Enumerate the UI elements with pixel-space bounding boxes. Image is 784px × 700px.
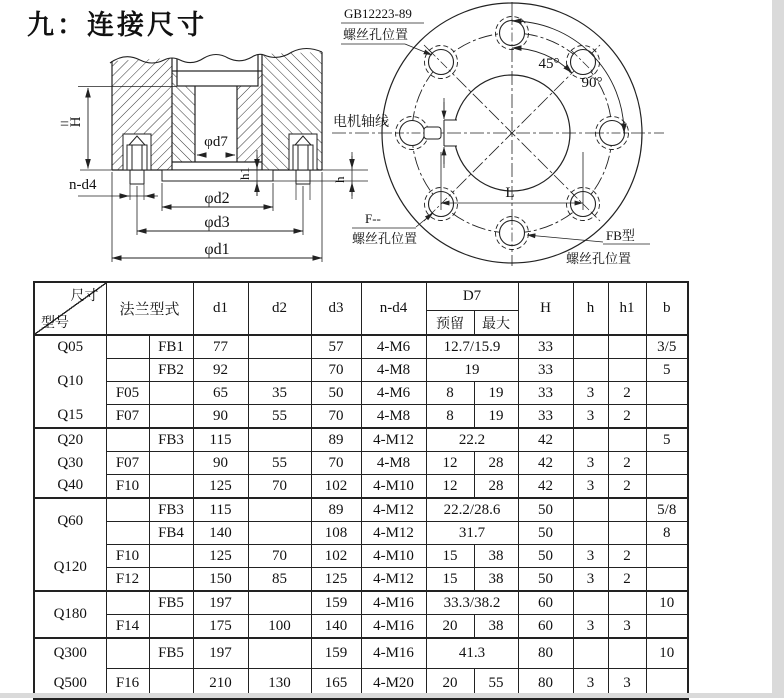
page-title: 九：连接尺寸 [27, 10, 207, 40]
cell-h1 [608, 335, 646, 359]
cell-n-d4: 4-M12 [361, 568, 426, 592]
cell-b: 5/8 [646, 498, 688, 522]
cell-flange-fb [149, 382, 193, 405]
cell-H: 60 [518, 615, 573, 639]
cell-d1: 90 [193, 452, 248, 475]
cell-flange-fb: FB1 [149, 335, 193, 359]
cell-d1: 65 [193, 382, 248, 405]
cell-n-d4: 4-M12 [361, 428, 426, 452]
cell-d3: 89 [311, 498, 361, 522]
cell-n-d4: 4-M10 [361, 545, 426, 568]
fb-type-label: FB型 [606, 228, 635, 243]
motor-axis-label: 电机轴线 [333, 115, 389, 130]
cell-flange-f: F14 [106, 615, 149, 639]
header-h1: h1 [608, 282, 646, 335]
f-type-label: F-- [365, 211, 381, 226]
cell-d1: 125 [193, 475, 248, 499]
cell-b [646, 382, 688, 405]
cell-d7-max: 28 [474, 475, 518, 499]
key-pin [424, 127, 441, 139]
cell-d1: 150 [193, 568, 248, 592]
cell-d3: 140 [311, 615, 361, 639]
model-label: Q20 [57, 431, 84, 448]
cell-d2 [248, 522, 311, 545]
cell-flange-f [106, 335, 149, 359]
cell-H: 33 [518, 382, 573, 405]
cell-d2: 85 [248, 568, 311, 592]
dimension-table [33, 281, 689, 700]
cell-n-d4: 4-M8 [361, 405, 426, 429]
cell-flange-f: F16 [106, 669, 149, 700]
cell-H: 50 [518, 522, 573, 545]
cell-flange-f: F07 [106, 452, 149, 475]
header-D7-max: 最大 [474, 311, 518, 336]
cell-flange-fb [149, 405, 193, 429]
cell-d3: 102 [311, 475, 361, 499]
cell-d1: 125 [193, 545, 248, 568]
header-D7: D7 [426, 282, 518, 311]
f-hole-caption: 螺丝孔位置 [352, 231, 418, 246]
cell-H: 50 [518, 498, 573, 522]
cell-d2 [248, 428, 311, 452]
cell-d7-max: 28 [474, 452, 518, 475]
cell-d7-reserved: 12 [426, 452, 474, 475]
cell-d7: 31.7 [426, 522, 518, 545]
cell-flange-fb: FB5 [149, 638, 193, 669]
cell-d2: 70 [248, 475, 311, 499]
cell-d3: 57 [311, 335, 361, 359]
cell-b [646, 475, 688, 499]
cell-H: 42 [518, 475, 573, 499]
equal-mark: = [60, 116, 70, 133]
cell-flange-f [106, 638, 149, 669]
cell-h1 [608, 359, 646, 382]
cell-flange-fb [149, 615, 193, 639]
cell-flange-fb [149, 568, 193, 592]
cell-d2: 70 [248, 545, 311, 568]
cell-flange-f [106, 591, 149, 615]
model-label: Q180 [53, 606, 87, 622]
cell-h [573, 498, 608, 522]
cell-h1: 2 [608, 405, 646, 429]
cell-b [646, 615, 688, 639]
cell-d2 [248, 591, 311, 615]
cell-d3: 70 [311, 405, 361, 429]
fb-hole-caption: 螺丝孔位置 [566, 251, 632, 266]
cell-h1: 2 [608, 382, 646, 405]
cell-n-d4: 4-M16 [361, 638, 426, 669]
cell-h1: 2 [608, 452, 646, 475]
header-h: h [573, 282, 608, 335]
dim-d2-label: φd2 [204, 190, 230, 207]
cell-H: 80 [518, 669, 573, 700]
cell-h1 [608, 522, 646, 545]
cell-n-d4: 4-M20 [361, 669, 426, 700]
cell-d1: 140 [193, 522, 248, 545]
dim-n-d4-label: n-d4 [69, 177, 97, 193]
header-n-d4: n-d4 [361, 282, 426, 335]
cell-flange-f: F12 [106, 568, 149, 592]
cell-d7-max: 19 [474, 405, 518, 429]
cell-d3: 50 [311, 382, 361, 405]
cell-d1: 77 [193, 335, 248, 359]
cell-h1: 2 [608, 568, 646, 592]
cell-n-d4: 4-M8 [361, 359, 426, 382]
cell-h1: 2 [608, 475, 646, 499]
cell-h1: 3 [608, 615, 646, 639]
cell-h [573, 522, 608, 545]
cell-h [573, 638, 608, 669]
cell-flange-fb: FB2 [149, 359, 193, 382]
model-label: Q05 [57, 338, 84, 355]
cell-b: 10 [646, 638, 688, 669]
cell-d7: 22.2/28.6 [426, 498, 518, 522]
cell-d1: 115 [193, 428, 248, 452]
angle-90-label: 90° [581, 75, 603, 91]
cell-d2: 55 [248, 405, 311, 429]
cell-d2: 100 [248, 615, 311, 639]
cell-d1: 197 [193, 591, 248, 615]
cell-n-d4: 4-M6 [361, 382, 426, 405]
cell-b: 5 [646, 359, 688, 382]
cell-d3: 102 [311, 545, 361, 568]
model-label: Q40 [57, 477, 84, 494]
scan-edge-right [772, 0, 784, 698]
cell-h: 3 [573, 475, 608, 499]
cell-h1: 3 [608, 669, 646, 700]
cell-d3: 89 [311, 428, 361, 452]
dim-H-label: H [68, 116, 84, 128]
cell-h: 3 [573, 405, 608, 429]
cell-flange-fb: FB5 [149, 591, 193, 615]
cell-d7-max: 55 [474, 669, 518, 700]
model-label: Q15 [57, 407, 84, 424]
cell-H: 42 [518, 452, 573, 475]
cell-h1 [608, 638, 646, 669]
cell-d7: 12.7/15.9 [426, 335, 518, 359]
angle-45-label: 45° [538, 56, 560, 72]
cell-H: 50 [518, 568, 573, 592]
corner-size-label: 尺寸 [70, 289, 99, 304]
cell-d7-reserved: 8 [426, 405, 474, 429]
model-cell [34, 591, 106, 638]
cell-b: 8 [646, 522, 688, 545]
cell-b [646, 405, 688, 429]
cell-h: 3 [573, 615, 608, 639]
cell-h: 3 [573, 382, 608, 405]
cell-h1: 2 [608, 545, 646, 568]
model-cell [34, 335, 106, 428]
cell-b [646, 568, 688, 592]
model-label: Q10 [57, 373, 84, 389]
section-view [60, 49, 368, 263]
cell-d3: 108 [311, 522, 361, 545]
cell-h: 3 [573, 568, 608, 592]
cell-d2: 35 [248, 382, 311, 405]
corner-model-label: 型号 [41, 316, 69, 331]
cell-d7-reserved: 8 [426, 382, 474, 405]
header-d1: d1 [193, 282, 248, 335]
cell-d7-reserved: 12 [426, 475, 474, 499]
cell-flange-fb: FB4 [149, 522, 193, 545]
cell-d7-max: 38 [474, 545, 518, 568]
header-H: H [518, 282, 573, 335]
header-D7-reserved: 预留 [426, 311, 474, 336]
cell-d3: 159 [311, 638, 361, 669]
cell-flange-fb: FB3 [149, 428, 193, 452]
cell-d7: 19 [426, 359, 518, 382]
cell-n-d4: 4-M10 [361, 475, 426, 499]
cell-n-d4: 4-M12 [361, 522, 426, 545]
cell-flange-fb [149, 475, 193, 499]
cell-d7-reserved: 20 [426, 615, 474, 639]
cell-b: 5 [646, 428, 688, 452]
cell-d7-reserved: 15 [426, 545, 474, 568]
cell-d2: 130 [248, 669, 311, 700]
corner-cell [34, 282, 106, 335]
cell-flange-f: F07 [106, 405, 149, 429]
cell-d7-max: 19 [474, 382, 518, 405]
cell-H: 33 [518, 359, 573, 382]
dim-h-label: h [332, 176, 347, 183]
model-cell [34, 498, 106, 591]
cell-H: 60 [518, 591, 573, 615]
cell-d3: 70 [311, 452, 361, 475]
cell-b [646, 545, 688, 568]
cell-d1: 210 [193, 669, 248, 700]
cell-d3: 159 [311, 591, 361, 615]
cell-flange-f [106, 498, 149, 522]
cell-b: 10 [646, 591, 688, 615]
cell-H: 80 [518, 638, 573, 669]
model-cell [34, 428, 106, 498]
cell-h1 [608, 428, 646, 452]
cell-H: 33 [518, 335, 573, 359]
cell-d7-reserved: 20 [426, 669, 474, 700]
cell-d7-max: 38 [474, 615, 518, 639]
cell-d1: 90 [193, 405, 248, 429]
cell-flange-f: F10 [106, 475, 149, 499]
cell-d7-reserved: 15 [426, 568, 474, 592]
model-label: Q120 [53, 558, 87, 575]
cell-d7-max: 38 [474, 568, 518, 592]
cell-H: 42 [518, 428, 573, 452]
cell-h: 3 [573, 669, 608, 700]
cell-d2: 55 [248, 452, 311, 475]
model-label: Q30 [57, 454, 84, 471]
cell-d2 [248, 638, 311, 669]
dim-d3-label: φd3 [204, 214, 230, 231]
model-label: Q60 [57, 513, 84, 530]
cell-d3: 125 [311, 568, 361, 592]
cell-d3: 165 [311, 669, 361, 700]
cell-flange-f [106, 428, 149, 452]
cell-n-d4: 4-M12 [361, 498, 426, 522]
cell-d2 [248, 359, 311, 382]
connection-dimensions-drawing [0, 0, 784, 281]
cell-h [573, 359, 608, 382]
cell-flange-fb [149, 545, 193, 568]
cell-h [573, 591, 608, 615]
model-label: Q300 [53, 645, 87, 662]
flange-face-view [332, 2, 664, 266]
cell-h1 [608, 498, 646, 522]
header-b: b [646, 282, 688, 335]
cell-h: 3 [573, 545, 608, 568]
cell-d7: 41.3 [426, 638, 518, 669]
dim-d1-label: φd1 [204, 241, 230, 258]
cell-n-d4: 4-M16 [361, 615, 426, 639]
cell-d3: 70 [311, 359, 361, 382]
model-cell [34, 638, 106, 699]
header-d3: d3 [311, 282, 361, 335]
cell-d1: 115 [193, 498, 248, 522]
scan-edge-bottom [0, 693, 784, 698]
cell-d7: 33.3/38.2 [426, 591, 518, 615]
cell-flange-f [106, 359, 149, 382]
cell-d1: 175 [193, 615, 248, 639]
cell-n-d4: 4-M6 [361, 335, 426, 359]
cell-n-d4: 4-M8 [361, 452, 426, 475]
cell-flange-f: F10 [106, 545, 149, 568]
cell-h [573, 428, 608, 452]
cell-H: 50 [518, 545, 573, 568]
cell-flange-fb [149, 452, 193, 475]
cell-b [646, 452, 688, 475]
cell-h [573, 335, 608, 359]
gb-hole-caption: 螺丝孔位置 [343, 27, 409, 42]
dim-d7-label: φd7 [204, 134, 228, 150]
cell-b: 3/5 [646, 335, 688, 359]
cell-d2 [248, 498, 311, 522]
gb-standard-label: GB12223-89 [344, 6, 412, 21]
cell-H: 33 [518, 405, 573, 429]
cell-n-d4: 4-M16 [361, 591, 426, 615]
cell-d1: 92 [193, 359, 248, 382]
dim-L-label: L [505, 185, 515, 201]
cell-d2 [248, 335, 311, 359]
header-flange-type: 法兰型式 [106, 282, 193, 335]
cell-flange-fb: FB3 [149, 498, 193, 522]
cell-d7: 22.2 [426, 428, 518, 452]
cell-h1 [608, 591, 646, 615]
cell-flange-f: F05 [106, 382, 149, 405]
cell-flange-f [106, 522, 149, 545]
header-d2: d2 [248, 282, 311, 335]
cell-d1: 197 [193, 638, 248, 669]
dim-h1-label: h1 [237, 167, 252, 180]
model-label: Q500 [53, 674, 87, 691]
cell-h: 3 [573, 452, 608, 475]
